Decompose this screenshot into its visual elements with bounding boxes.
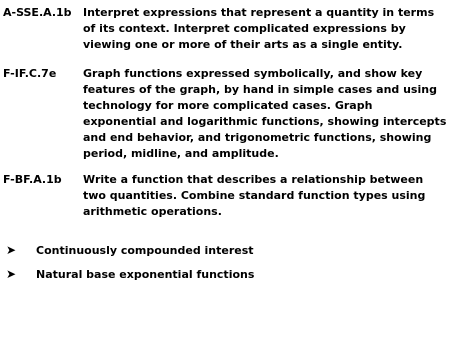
standard-description: Write a function that describes a relationship between two quantities. Combine standard function types using arithmetic operations. (83, 173, 426, 218)
bullet-item (6, 242, 436, 259)
standard-code: F-BF.A.1b (3, 173, 62, 186)
bullet-item (6, 266, 436, 283)
standard-description: Graph functions expressed symbolically, and show key features of the graph, by hand in simple cases and using technology for more complicated cases. Graph exponential and logarithmic functions, showing intercepts and end behavior, and trigonometric functions, showing period, midline, and amplitude. (83, 67, 447, 160)
standard-code: A-SSE.A.1b (3, 6, 72, 19)
arrowhead-bullet-icon: ➤ (6, 267, 17, 281)
standard-description: Interpret expressions that represent a quantity in terms of its context. Interpret complicated expressions by viewing one or more of their arts as a single entity. (83, 6, 435, 51)
standard-code: F-IF.C.7e (3, 67, 57, 80)
bullet-label: Continuously compounded interest (36, 244, 254, 257)
bullet-label: Natural base exponential functions (36, 268, 255, 281)
arrowhead-bullet-icon: ➤ (6, 243, 17, 257)
